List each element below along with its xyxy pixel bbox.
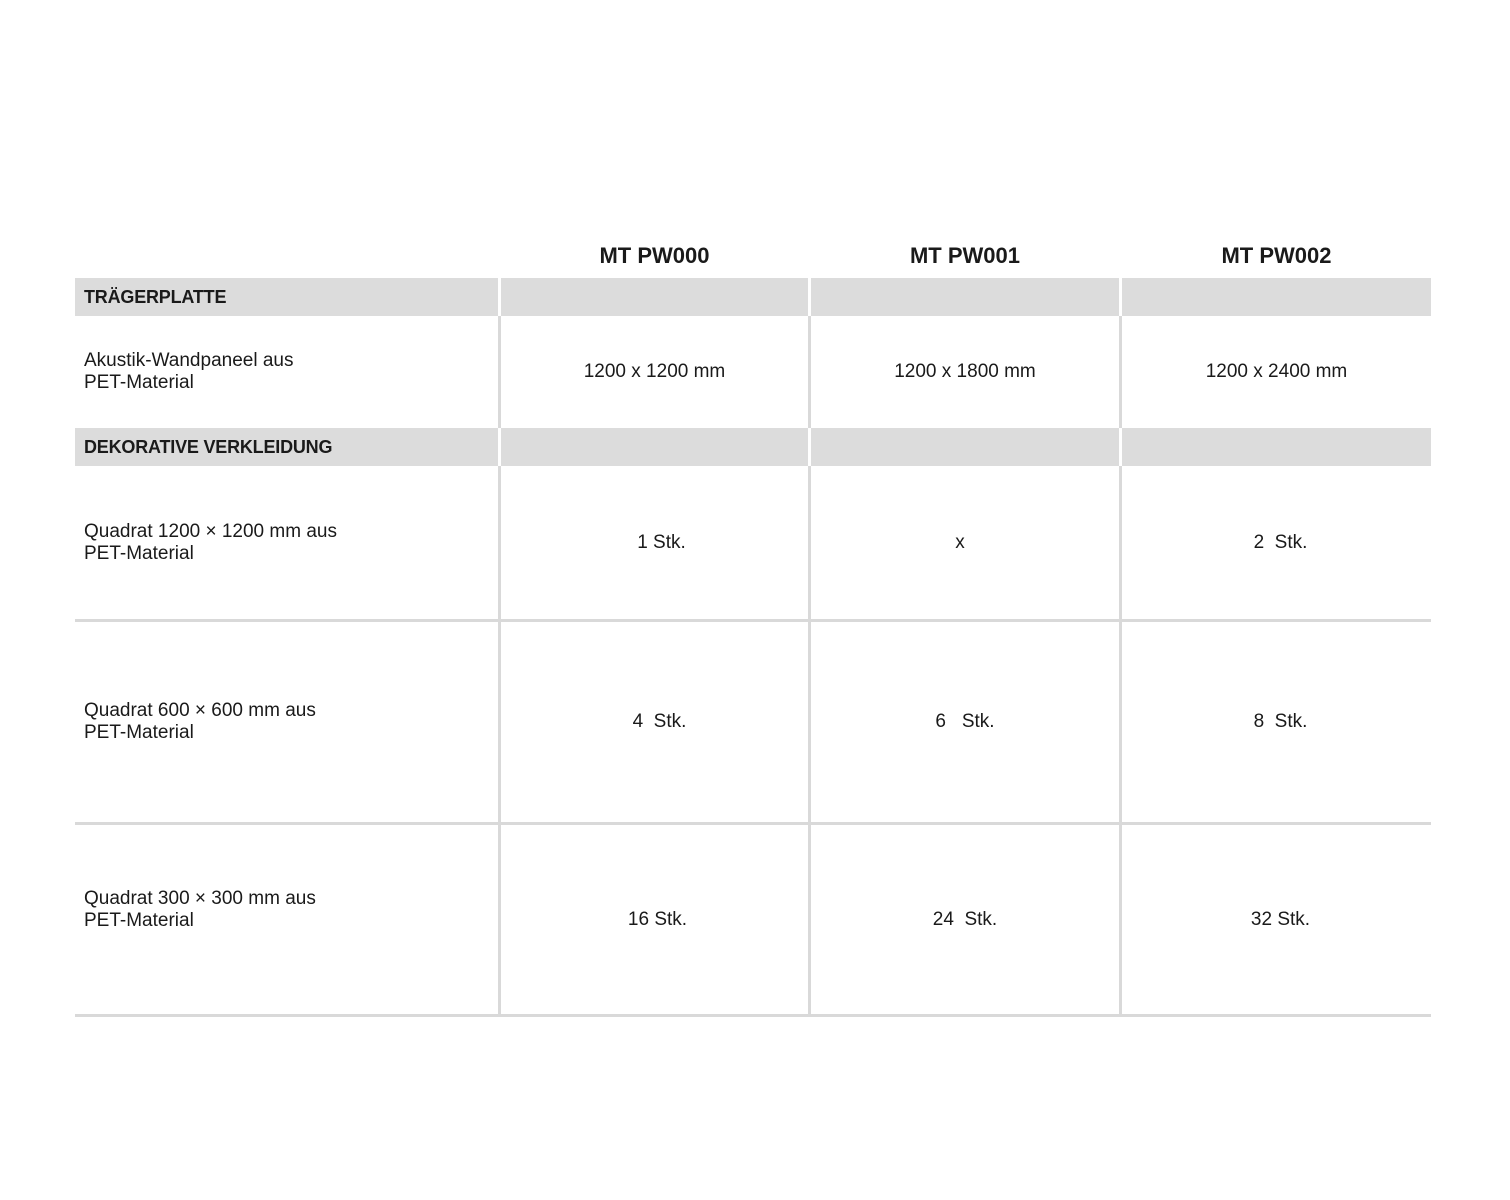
section-header-dekorative-verkleidung — [75, 428, 1431, 466]
section-cell — [501, 428, 808, 466]
row-label: Quadrat 600 × 600 mm aus PET-Material — [84, 700, 316, 743]
column-header-pw000: MT PW000 — [599, 243, 710, 268]
row-label: Quadrat 300 × 300 mm aus PET-Material — [84, 887, 316, 931]
table-cell: 1200 x 1200 mm — [583, 361, 726, 382]
table-cell: 24 Stk. — [932, 908, 998, 930]
table-cell: 4 Stk. — [632, 711, 687, 732]
row-divider — [75, 1014, 1431, 1017]
row-label: Akustik-Wandpaneel aus PET-Material — [84, 350, 294, 393]
table-row — [75, 622, 1431, 822]
section-cell — [501, 278, 808, 316]
table-cell: 1 Stk. — [637, 531, 686, 553]
table-cell: 8 Stk. — [1253, 711, 1308, 732]
header-empty-cell — [75, 232, 498, 278]
table-cell: 32 Stk. — [1250, 908, 1311, 930]
table-cell: 6 Stk. — [935, 711, 995, 732]
row-label: Quadrat 1200 × 1200 mm aus PET-Material — [84, 520, 337, 564]
table-header-row — [75, 232, 1431, 278]
table-cell: 1200 x 1800 mm — [894, 361, 1036, 382]
column-header-pw001: MT PW001 — [909, 243, 1021, 268]
section-cell — [811, 428, 1119, 466]
table-cell: 2 Stk. — [1253, 531, 1308, 553]
table-cell: 1200 x 2400 mm — [1205, 361, 1348, 382]
table-row — [75, 466, 1431, 619]
section-cell — [1122, 278, 1431, 316]
spec-table — [75, 232, 1431, 1017]
table-row — [75, 316, 1431, 428]
table-cell: x — [955, 531, 965, 553]
section-title: DEKORATIVE VERKLEIDUNG — [75, 428, 498, 466]
table-cell: 16 Stk. — [627, 908, 688, 930]
section-title: TRÄGERPLATTE — [75, 278, 498, 316]
column-header-pw002: MT PW002 — [1221, 243, 1332, 268]
section-cell — [1122, 428, 1431, 466]
table-row — [75, 825, 1431, 1014]
section-cell — [811, 278, 1119, 316]
section-header-traegerplatte — [75, 278, 1431, 316]
